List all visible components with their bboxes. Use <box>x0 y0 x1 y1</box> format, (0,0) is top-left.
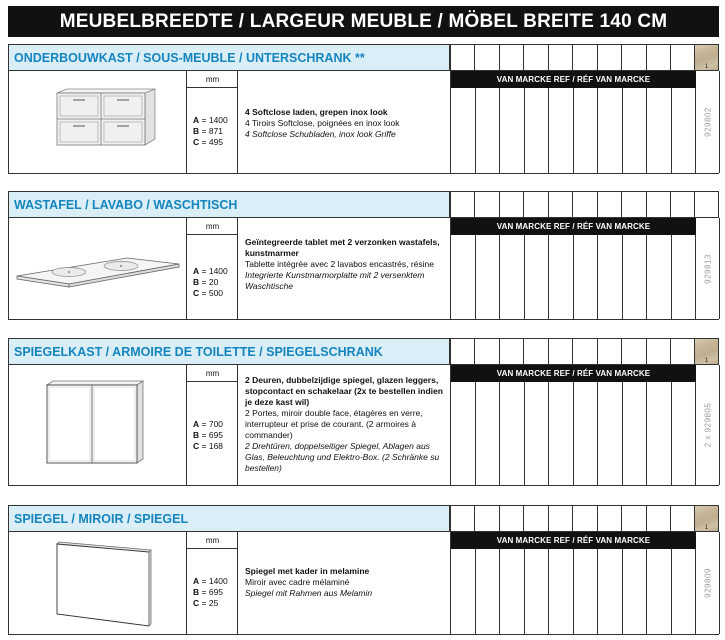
ref-header: VAN MARCKE REF / RÉF VAN MARCKE <box>451 218 696 235</box>
description: 4 Softclose laden, grepen inox look 4 Tiroirs Softclose, poignées en inox look 4 Softclose Schubladen, inox look Griffe <box>245 107 400 139</box>
article-code: 929802 <box>703 107 712 137</box>
header-grid <box>450 338 719 365</box>
description: Geïntegreerde tablet met 2 verzonken wastafels, kunstmarmer Tablette intégrée avec 2 lavabos encastrés, résine Integrierte Kunstmarmorplatte mit 2 versenktem Waschtische <box>245 237 440 291</box>
section-spiegelkast <box>8 338 719 486</box>
section-title: ONDERBOUWKAST / SOUS-MEUBLE / UNTERSCHRANK ** <box>8 44 450 71</box>
article-code: 929813 <box>703 253 712 284</box>
section-onderbouwkast <box>8 44 719 174</box>
wood-swatch: 1 <box>694 45 718 70</box>
page-title: MEUBELBREEDTE / LARGEUR MEUBLE / MÖBEL BREITE 140 CM <box>8 6 719 37</box>
section-title: SPIEGEL / MIROIR / SPIEGEL <box>8 505 450 532</box>
dimensions: A = 1400 B = 20 C = 500 <box>193 266 228 298</box>
dimensions: A = 700 B = 695 C = 168 <box>193 419 224 451</box>
description: Spiegel met kader in melamine Miroir avec cadre mélaminé Spiegel mit Rahmen aus Melamin <box>245 566 373 598</box>
header-grid <box>450 191 719 218</box>
product-image <box>9 218 187 319</box>
double-washbasin-icon <box>9 218 187 320</box>
section-title: WASTAFEL / LAVABO / WASCHTISCH <box>8 191 450 218</box>
wood-swatch: 1 <box>694 339 718 364</box>
article-code: 929809 <box>703 568 712 598</box>
ref-header: VAN MARCKE REF / RÉF VAN MARCKE <box>451 532 696 549</box>
dimensions: A = 1400 B = 871 C = 495 <box>193 115 228 147</box>
mirror-cabinet-icon <box>9 365 187 486</box>
product-image <box>9 71 187 173</box>
section-title: SPIEGELKAST / ARMOIRE DE TOILETTE / SPIEGELSCHRANK <box>8 338 450 365</box>
mm-label: mm <box>187 365 238 382</box>
ref-header: VAN MARCKE REF / RÉF VAN MARCKE <box>451 71 696 88</box>
section-wastafel <box>8 191 719 320</box>
mm-label: mm <box>187 218 238 235</box>
cabinet-drawers-icon <box>9 71 187 174</box>
product-image <box>9 365 187 485</box>
section-spiegel <box>8 505 719 635</box>
ref-header: VAN MARCKE REF / RÉF VAN MARCKE <box>451 365 696 382</box>
mm-label: mm <box>187 71 238 88</box>
header-grid <box>450 44 719 71</box>
description: 2 Deuren, dubbelzijdige spiegel, glazen leggers, stopcontact en schakelaar (2x te bestellen indien je deze kast wil) 2 Portes, miroir double face, étagères en verre, interrupteur et prise de courant. (2 armoires à commander) 2 Drehtüren, doppelseitiger Spiegel, Ablagen aus Glas, Beleuchtung und Elektro-Box. (2 Schränke su bestellen) <box>245 375 443 473</box>
product-image <box>9 532 187 634</box>
wood-swatch: 1 <box>694 506 718 531</box>
mirror-panel-icon <box>9 532 187 635</box>
article-code: 2 x 929805 <box>703 402 712 448</box>
dimensions: A = 1400 B = 695 C = 25 <box>193 576 228 608</box>
header-grid <box>450 505 719 532</box>
mm-label: mm <box>187 532 238 549</box>
